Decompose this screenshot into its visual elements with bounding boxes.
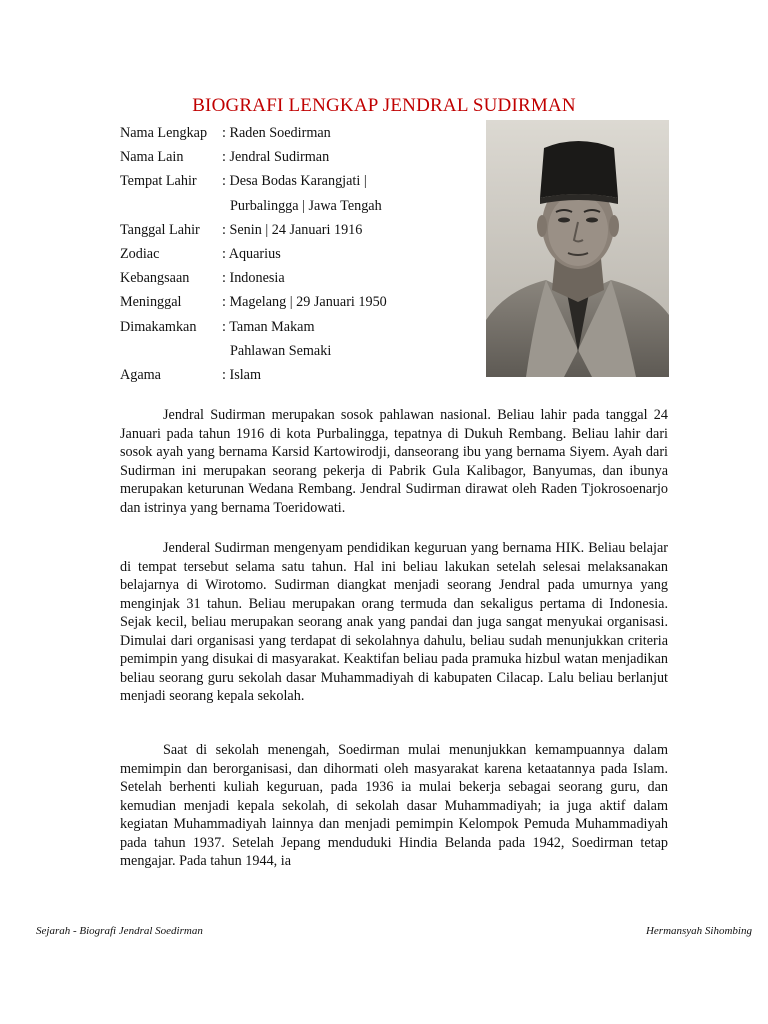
biodata-value: : Aquarius — [222, 245, 281, 262]
biodata-row — [120, 197, 480, 221]
biodata-value: Purbalingga | Jawa Tengah — [230, 197, 382, 214]
paragraph-3: Saat di sekolah menengah, Soedirman mulai menunjukkan kemampuannya dalam memimpin dan berorganisasi, dan dihormati oleh masyarakat karena ketaatannya pada Islam. Setelah berhenti kuliah keguruan, pada 1936 ia mulai bekerja sebagai seorang guru, dan kemudian menjadi kepala sekolah, di sekolah dasar Muhammadiyah; ia juga aktif dalam kegiatan Muhammadiyah lainnya dan menjadi pemimpin Kelompok Pemuda Muhammadiyah pada tahun 1937. Setelah Jepang menduduki Hindia Belanda pada 1942, Soedirman tetap mengajar. Pada tahun 1944, ia — [120, 742, 668, 869]
biodata-label: Nama Lengkap — [120, 125, 208, 141]
biodata-row — [120, 366, 480, 390]
biodata-label: Agama — [120, 366, 161, 383]
biodata-label: Tanggal Lahir — [120, 221, 200, 238]
biodata-value: : Magelang | 29 Januari 1950 — [222, 294, 387, 311]
paragraph-1: Jendral Sudirman merupakan sosok pahlawan nasional. Beliau lahir pada tanggal 24 Januari pada tahun 1916 di kota Purbalingga, tepatnya di Dukuh Rembang. Beliau lahir dari sosok ayah yang bernama Karsid Kartowirodji, danseorang ibu yang bernama Siyem. Ayah dari Sudirman ini merupakan seorang pekerja di Pabrik Gula Kalibagor, Banyumas, dan ibunya merupakan keturunan Wedana Rembang. Jendral Sudirman dirawat oleh Raden Tjokrosoenarjo dan istrinya yang bernama Toeridowati. — [120, 407, 668, 516]
biodata-value: : Islam — [222, 366, 262, 383]
biodata-label: Tempat Lahir — [120, 173, 197, 190]
footer-left-text: Sejarah - Biografi Jendral Soedirman — [36, 925, 203, 937]
biodata-table — [120, 124, 480, 390]
biodata-row — [120, 221, 480, 245]
biodata-row — [120, 124, 480, 148]
biodata-value: : Indonesia — [222, 270, 285, 287]
biodata-value: : Senin | 24 Januari 1916 — [222, 221, 363, 238]
portrait-photo — [486, 120, 669, 377]
biodata-value: : Taman Makam — [222, 318, 315, 335]
biodata-row — [120, 172, 480, 196]
biodata-row — [120, 318, 480, 342]
biodata-row — [120, 245, 480, 269]
biodata-label: Dimakamkan — [120, 318, 197, 335]
biodata-label: Kebangsaan — [120, 270, 190, 287]
biodata-value: Pahlawan Semaki — [230, 342, 332, 359]
page-title: BIOGRAFI LENGKAP JENDRAL SUDIRMAN — [192, 94, 576, 116]
biodata-value: : Jendral Sudirman — [222, 149, 330, 166]
biodata-value: : Desa Bodas Karangjati | — [222, 173, 367, 190]
footer-author: Hermansyah Sihombing — [645, 925, 752, 937]
biodata-row — [120, 293, 480, 317]
portrait-illustration — [486, 120, 669, 377]
biodata-row — [120, 269, 480, 293]
biodata-row — [120, 148, 480, 172]
paragraph-2: Jenderal Sudirman mengenyam pendidikan keguruan yang bernama HIK. Beliau belajar di tempat tersebut selama satu tahun. Hal ini beliau lakukan setelah selesai melaksanakan belajarnya di Wirotomo. Sudirman diangkat menjadi seorang Jendral pada umurnya yang menginjak 31 tahun. Beliau merupakan orang termuda dan sekaligus pertama di Indonesia. Sejak kecil, beliau merupakan seorang anak yang pandai dan juga sangat menyukai organisasi. Dimulai dari organisasi yang terdapat di sekolahnya dahulu, beliau sudah menunjukkan criteria pemimpin yang disukai di masyarakat. Keaktifan beliau pada pramuka hizbul watan menjadikan beliau seorang guru sekolah dasar Muhammadiyah di kabupaten Cilacap. Lalu beliau berlanjut menjadi seorang kepala sekolah. — [120, 540, 668, 704]
biodata-label: Zodiac — [120, 245, 160, 262]
biodata-label: Nama Lain — [120, 149, 184, 166]
biodata-value: : Raden Soedirman — [222, 125, 331, 141]
biodata-label: Meninggal — [120, 294, 182, 311]
biodata-row — [120, 342, 480, 366]
